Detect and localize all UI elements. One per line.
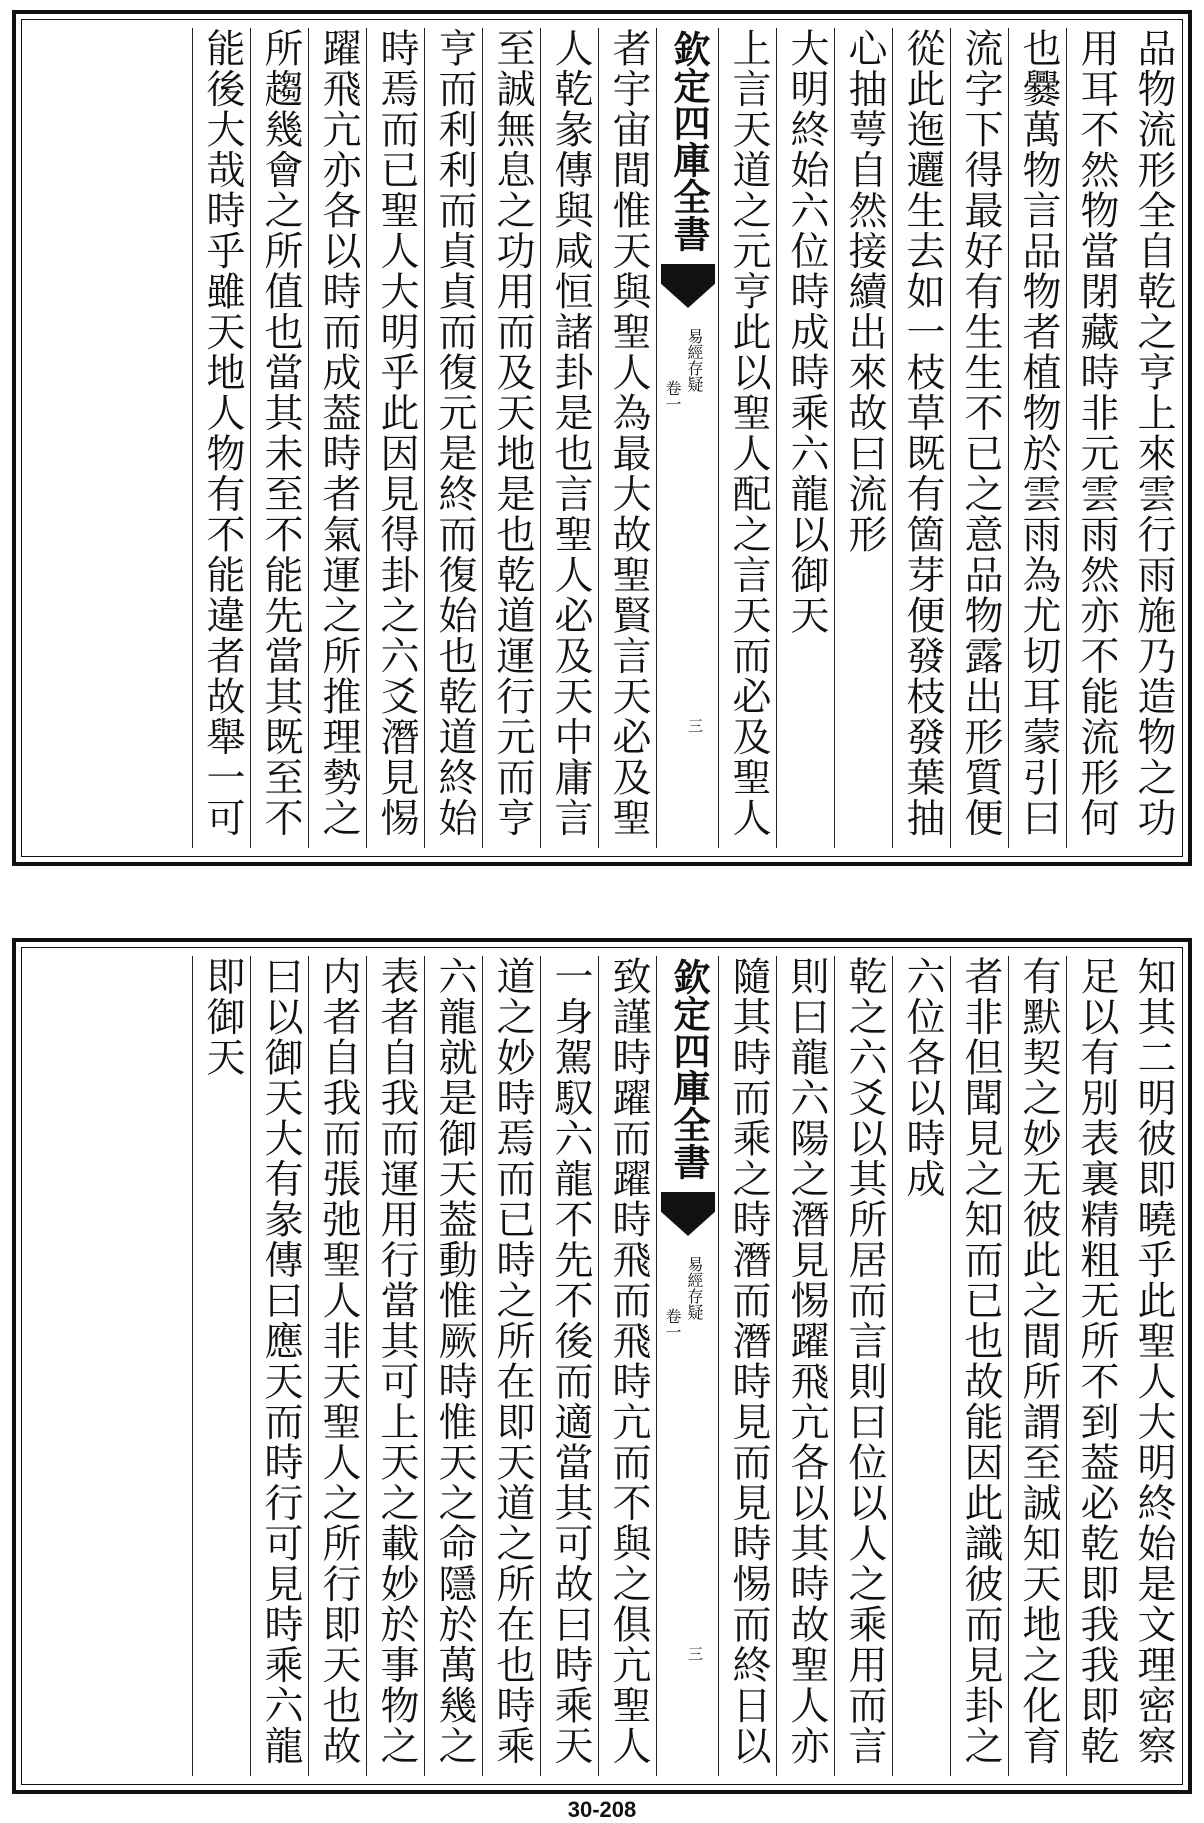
text-column — [1008, 28, 1066, 848]
volume-label: 卷一 — [663, 1308, 682, 1340]
text-column — [366, 956, 424, 1776]
column-text: 隨其時而乘之時潛而潛時見而見時惕而終日以 — [726, 956, 771, 1766]
column-text: 人乾彖傳與咸恒諸卦是也言聖人必及天中庸言 — [548, 28, 593, 838]
column-text: 内者自我而張弛聖人非天聖人之所行即天也故 — [316, 956, 361, 1766]
column-text: 大明終始六位時成時乘六龍以御天 — [784, 28, 829, 636]
column-text: 也爨萬物言品物者植物於雲雨為尤切耳蒙引曰 — [1016, 28, 1061, 838]
folio-number: 三 — [686, 718, 704, 733]
text-column — [718, 28, 776, 848]
text-column — [834, 956, 892, 1776]
volume-label: 卷一 — [663, 380, 682, 412]
text-column — [892, 956, 950, 1776]
text-column — [192, 956, 250, 1776]
page-spine — [656, 28, 718, 848]
page-leaf-bottom — [12, 938, 1192, 1794]
work-title: 易經存疑 — [685, 1256, 704, 1320]
column-text: 致謹時躍而躍時飛而飛時亢而不與之俱亢聖人 — [606, 956, 651, 1766]
column-text: 能後大哉時乎雖天地人物有不能違者故舉一可 — [200, 28, 245, 838]
column-text: 心抽萼自然接續出來故曰流形 — [842, 28, 887, 555]
text-column — [1124, 28, 1182, 848]
column-text: 六龍就是御天葢動惟厥時惟天之命隱於萬幾之 — [432, 956, 477, 1766]
column-text: 時焉而已聖人大明乎此因見得卦之六爻潛見惕 — [374, 28, 419, 838]
column-text: 用耳不然物當閉藏時非元雲雨然亦不能流形何 — [1074, 28, 1119, 838]
page-number-footer: 30-208 — [567, 1797, 637, 1822]
column-text: 表者自我而運用行當其可上天之載妙於事物之 — [374, 956, 419, 1766]
text-column — [598, 956, 656, 1776]
book-title: 欽定四庫全書 — [667, 30, 711, 252]
text-column — [1066, 28, 1124, 848]
book-title: 欽定四庫全書 — [667, 958, 711, 1180]
fishtail-mark-icon — [661, 1192, 715, 1236]
column-text: 至誠無息之功用而及天地是也乾道運行元而亨 — [490, 28, 535, 838]
text-column — [892, 28, 950, 848]
text-column — [366, 28, 424, 848]
text-column — [424, 956, 482, 1776]
fishtail-mark-icon — [661, 264, 715, 308]
column-text: 一身駕馭六龍不先不後而適當其可故曰時乘天 — [548, 956, 593, 1766]
column-text: 乾之六爻以其所居而言則曰位以人之乘用而言 — [842, 956, 887, 1766]
text-column — [192, 28, 250, 848]
text-column — [540, 956, 598, 1776]
column-text: 則曰龍六陽之潛見惕躍飛亢各以其時故聖人亦 — [784, 956, 829, 1766]
text-column — [776, 956, 834, 1776]
column-text: 所趨幾會之所值也當其未至不能先當其既至不 — [258, 28, 303, 838]
column-text: 六位各以時成 — [900, 956, 945, 1199]
column-text: 即御天 — [200, 956, 245, 1078]
text-column — [250, 28, 308, 848]
folio-number: 三 — [686, 1646, 704, 1661]
text-column — [598, 28, 656, 848]
text-column — [250, 956, 308, 1776]
text-column — [482, 956, 540, 1776]
text-column — [950, 28, 1008, 848]
text-column — [308, 956, 366, 1776]
column-text: 品物流形全自乾之亨上來雲行雨施乃造物之功 — [1131, 28, 1176, 838]
column-text: 有默契之妙无彼此之間所謂至誠知天地之化育 — [1016, 956, 1061, 1766]
text-column — [950, 956, 1008, 1776]
column-text: 足以有別表裏精粗无所不到葢必乾即我我即乾 — [1074, 956, 1119, 1766]
text-column — [1066, 956, 1124, 1776]
text-column — [482, 28, 540, 848]
text-column — [776, 28, 834, 848]
text-column — [1008, 956, 1066, 1776]
column-text: 上言天道之元亨此以聖人配之言天而必及聖人 — [726, 28, 771, 838]
text-column — [308, 28, 366, 848]
column-text: 亨而利利而貞貞而復元是終而復始也乾道終始 — [432, 28, 477, 838]
column-text: 道之妙時焉而已時之所在即天道之所在也時乘 — [490, 956, 535, 1766]
column-text: 躍飛亢亦各以時而成葢時者氣運之所推理勢之 — [316, 28, 361, 838]
column-text: 曰以御天大有彖傳曰應天而時行可見時乘六龍 — [258, 956, 303, 1766]
column-text: 知其二明彼即曉乎此聖人大明終始是文理密察 — [1131, 956, 1176, 1766]
page-leaf-top — [12, 10, 1192, 866]
column-text: 流字下得最好有生生不已之意品物露出形質便 — [958, 28, 1003, 838]
column-text: 者宇宙間惟天與聖人為最大故聖賢言天必及聖 — [606, 28, 651, 838]
column-text: 從此迤邐生去如一枝草既有箇芽便發枝發葉抽 — [900, 28, 945, 838]
page-spine — [656, 956, 718, 1776]
work-title: 易經存疑 — [685, 328, 704, 392]
text-column — [834, 28, 892, 848]
text-column — [424, 28, 482, 848]
column-text: 者非但聞見之知而已也故能因此識彼而見卦之 — [958, 956, 1003, 1766]
text-column — [718, 956, 776, 1776]
text-column — [540, 28, 598, 848]
text-column — [1124, 956, 1182, 1776]
